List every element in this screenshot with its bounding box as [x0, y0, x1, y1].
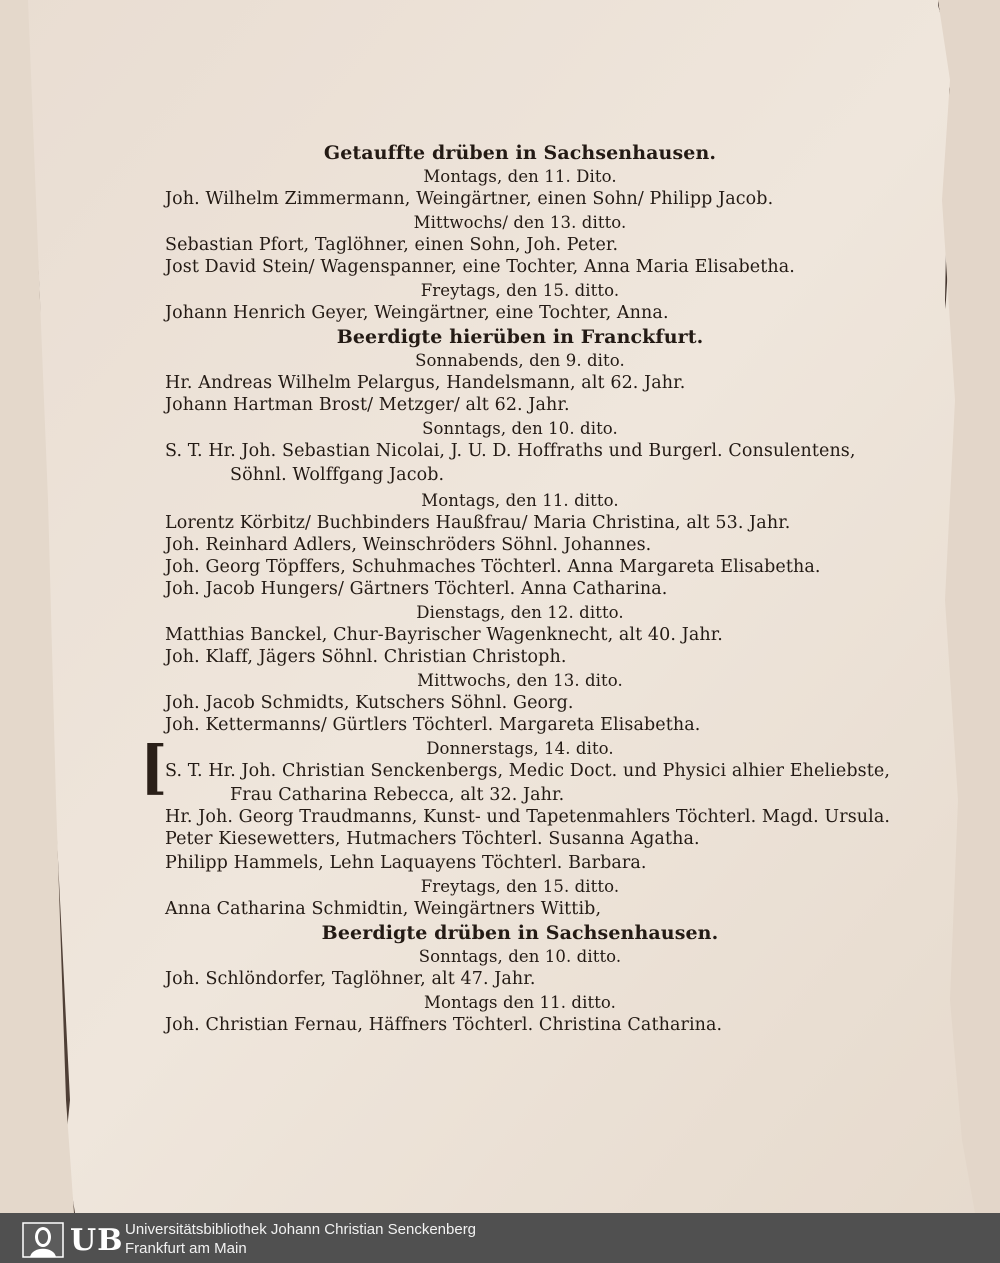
- register-entry: S. T. Hr. Joh. Sebastian Nicolai, J. U. D. Hoffraths und Burgerl. Consulentens,: [165, 441, 856, 461]
- register-entry: Lorentz Körbitz/ Buchbinders Haußfrau/ Maria Christina, alt 53. Jahr.: [165, 513, 791, 533]
- register-entry: Sebastian Pfort, Taglöhner, einen Sohn, Joh. Peter.: [165, 235, 619, 255]
- register-entry: Joh. Jacob Hungers/ Gärtners Töchterl. Anna Catharina.: [165, 579, 668, 599]
- date-line: Sonntags, den 10. ditto.: [418, 947, 622, 966]
- register-entry: Anna Catharina Schmidtin, Weingärtners Wittib,: [165, 899, 602, 919]
- register-entry: Hr. Joh. Georg Traudmanns, Kunst- und Tapetenmahlers Töchterl. Magd. Ursula.: [165, 807, 891, 827]
- date-line: Donnerstags, 14. dito.: [426, 739, 614, 758]
- date-line: Mittwochs, den 13. dito.: [417, 671, 623, 690]
- institution-line-1: Universitätsbibliothek Johann Christian Senckenberg: [125, 1221, 477, 1238]
- register-entry: Joh. Jacob Schmidts, Kutschers Söhnl. Georg.: [165, 693, 574, 713]
- date-line: Dienstags, den 12. ditto.: [416, 603, 624, 622]
- portrait-icon: [22, 1222, 64, 1258]
- section-heading: Beerdigte hierüben in Franckfurt.: [336, 326, 704, 348]
- register-entry: Joh. Klaff, Jägers Söhnl. Christian Christoph.: [165, 647, 567, 667]
- date-line: Montags den 11. ditto.: [423, 993, 617, 1012]
- date-line: Freytags, den 15. ditto.: [420, 877, 620, 896]
- institution-name: [125, 1220, 476, 1258]
- register-entry: Johann Henrich Geyer, Weingärtner, eine Tochter, Anna.: [165, 303, 669, 323]
- margin-bracket-mark: [: [140, 733, 168, 801]
- register-entry-continuation: Frau Catharina Rebecca, alt 32. Jahr.: [230, 785, 565, 805]
- register-entry: Joh. Kettermanns/ Gürtlers Töchterl. Margareta Elisabetha.: [165, 715, 701, 735]
- logo-text: UB: [70, 1223, 124, 1258]
- register-entry: Joh. Georg Töpffers, Schuhmaches Töchterl. Anna Margareta Elisabetha.: [165, 557, 821, 577]
- footer-bar: [0, 1213, 1000, 1263]
- register-entry: Matthias Banckel, Chur-Bayrischer Wagenknecht, alt 40. Jahr.: [165, 625, 723, 645]
- register-entry: S. T. Hr. Joh. Christian Senckenbergs, Medic Doct. und Physici alhier Eheliebste,: [165, 761, 890, 781]
- section-heading: Getauffte drüben in Sachsenhausen.: [323, 142, 717, 164]
- institution-line-2: Frankfurt am Main: [125, 1240, 247, 1257]
- date-line: Freytags, den 15. ditto.: [420, 281, 620, 300]
- register-entry-continuation: Söhnl. Wolffgang Jacob.: [230, 465, 445, 485]
- date-line: Sonntags, den 10. dito.: [422, 419, 618, 438]
- section-heading: Beerdigte drüben in Sachsenhausen.: [321, 922, 719, 944]
- register-entry: Johann Hartman Brost/ Metzger/ alt 62. Jahr.: [165, 395, 570, 415]
- register-entry: Jost David Stein/ Wagenspanner, eine Tochter, Anna Maria Elisabetha.: [165, 257, 795, 277]
- register-entry: Joh. Wilhelm Zimmermann, Weingärtner, einen Sohn/ Philipp Jacob.: [165, 189, 774, 209]
- register-entry: Peter Kiesewetters, Hutmachers Töchterl. Susanna Agatha.: [165, 829, 700, 849]
- register-entry: Philipp Hammels, Lehn Laquayens Töchterl. Barbara.: [165, 853, 647, 873]
- register-entry: Joh. Schlöndorfer, Taglöhner, alt 47. Jahr.: [165, 969, 536, 989]
- date-line: Montags, den 11. ditto.: [421, 491, 619, 510]
- register-entry: Hr. Andreas Wilhelm Pelargus, Handelsmann, alt 62. Jahr.: [165, 373, 686, 393]
- date-line: Mittwochs/ den 13. ditto.: [413, 213, 627, 232]
- ub-logo: [22, 1222, 122, 1258]
- register-entry: Joh. Christian Fernau, Häffners Töchterl. Christina Catharina.: [165, 1015, 723, 1035]
- date-line: Montags, den 11. Dito.: [423, 167, 617, 186]
- register-entry: Joh. Reinhard Adlers, Weinschröders Söhnl. Johannes.: [165, 535, 652, 555]
- date-line: Sonnabends, den 9. dito.: [415, 351, 625, 370]
